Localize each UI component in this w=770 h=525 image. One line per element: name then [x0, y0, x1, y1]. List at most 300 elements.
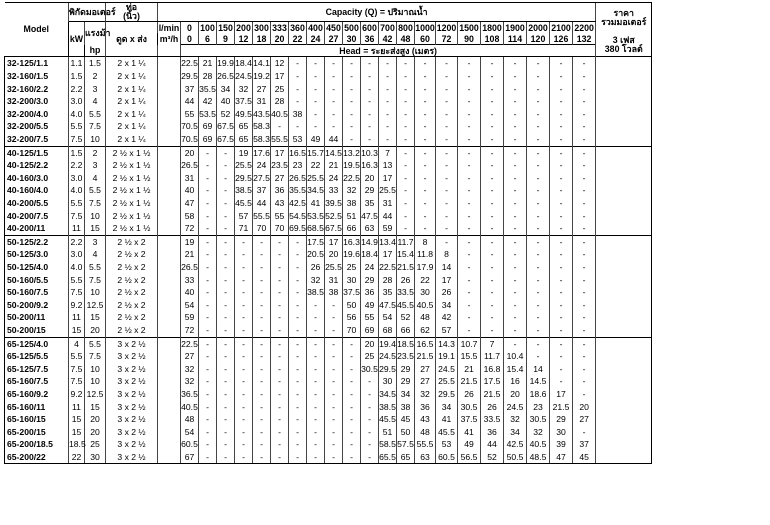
head-cell: - — [325, 350, 343, 363]
head-cell: - — [289, 286, 307, 299]
head-cell: - — [397, 159, 415, 172]
head-cell: - — [325, 299, 343, 312]
head-cell: - — [307, 70, 325, 83]
head-cell: 11.7 — [481, 350, 504, 363]
head-cell: 30.5 — [361, 363, 378, 374]
head-cell: 66 — [397, 324, 415, 337]
head-cell: - — [253, 413, 271, 426]
head-cell: - — [436, 95, 458, 108]
kw-cell: 4.0 — [69, 108, 85, 121]
head-cell: - — [199, 261, 217, 274]
head-cell: - — [415, 83, 436, 96]
hp-cell: 15 — [85, 222, 106, 235]
head-cell: - — [481, 311, 504, 324]
head-cell: 16.5 — [289, 147, 306, 158]
head-cell: - — [436, 146, 458, 159]
head-cell: - — [307, 83, 325, 96]
head-cell: - — [307, 350, 325, 363]
model-cell: 50-125/4.0 — [5, 261, 69, 274]
head-cell: 8 — [415, 235, 436, 248]
head-cell: 49 — [307, 133, 325, 146]
pipe-cell: 2 ½ x 2 — [106, 235, 158, 248]
pipe-cell: 3 x 2 ½ — [106, 426, 158, 439]
header-pipe-unit: (นิ้ว) — [123, 11, 140, 22]
head-cell: 29 — [397, 363, 415, 376]
header-pipe-sub: ดูด x ส่ง — [106, 22, 158, 57]
head-cell: 10.7 — [458, 337, 481, 350]
head-cell: - — [325, 388, 343, 401]
head-cell: 58.5 — [379, 439, 396, 450]
head-cell: - — [343, 83, 361, 96]
flow-m3h-cell: 20 — [271, 33, 289, 45]
head-cell: 55.5 — [253, 210, 270, 221]
pipe-cell: 2 ½ x 2 — [106, 311, 158, 324]
flow-lmin-cell: 1500 — [459, 22, 479, 33]
blank-cell — [158, 57, 181, 70]
head-cell: - — [325, 401, 343, 414]
kw-cell: 18.5 — [69, 439, 86, 450]
head-cell: 42.5 — [504, 438, 527, 451]
head-cell: 45 — [573, 451, 596, 464]
head-cell: - — [343, 57, 361, 70]
head-cell: - — [289, 57, 307, 70]
head-cell: 32 — [181, 375, 199, 388]
head-cell: - — [458, 299, 481, 312]
head-cell: 21.5 — [458, 375, 481, 388]
model-cell: 50-200/15 — [5, 324, 69, 337]
head-cell: 40 — [181, 286, 199, 299]
model-cell: 32-200/5.5 — [5, 120, 69, 133]
head-cell: 70.5 — [181, 133, 199, 146]
head-cell: 22 — [307, 159, 325, 172]
head-cell: - — [361, 426, 379, 439]
price-cell — [596, 172, 652, 185]
flow-m3h-cell: 12 — [235, 33, 253, 45]
head-cell: - — [573, 375, 596, 388]
kw-cell: 1.5 — [69, 146, 85, 159]
head-cell: - — [325, 311, 343, 324]
head-cell: - — [573, 197, 596, 210]
head-cell: - — [458, 133, 481, 146]
head-cell: 28 — [379, 274, 397, 287]
header-motor: พิกัดมอเตอร์ — [69, 3, 106, 22]
head-cell: - — [343, 363, 361, 376]
head-cell: 69 — [199, 120, 217, 133]
pipe-cell: 2 ½ x 2 — [106, 274, 158, 287]
flow-m3h-cell: 9 — [217, 33, 235, 45]
head-cell: - — [217, 401, 235, 414]
header-lmin: l/min — [158, 22, 180, 33]
head-cell: 42.5 — [289, 198, 306, 208]
head-cell: - — [271, 324, 289, 337]
model-cell: 32-200/4.0 — [5, 108, 69, 121]
blank-cell — [158, 133, 181, 146]
head-cell: 65 — [397, 451, 415, 464]
head-cell: 58.3 — [253, 133, 271, 146]
head-cell: - — [550, 133, 573, 146]
model-cell: 32-125/1.1 — [5, 57, 69, 70]
head-cell: - — [504, 299, 527, 312]
head-cell: - — [325, 83, 343, 96]
head-cell: 34.5 — [307, 185, 324, 196]
head-cell: - — [504, 146, 527, 159]
head-cell: - — [504, 235, 527, 248]
head-cell: 21.5 — [550, 401, 573, 414]
head-cell: 45.5 — [379, 414, 396, 425]
head-cell: - — [550, 248, 573, 261]
head-cell: 25 — [271, 83, 289, 96]
hp-cell: 3 — [85, 235, 106, 248]
head-cell: 30.5 — [527, 413, 550, 426]
head-cell: - — [271, 363, 289, 376]
hp-cell: 10 — [85, 133, 106, 146]
head-cell: - — [504, 172, 527, 185]
head-cell: - — [235, 274, 253, 287]
head-cell: 17 — [325, 235, 343, 248]
head-cell: 11.7 — [397, 236, 414, 247]
head-cell: 49 — [458, 438, 481, 451]
price-cell — [596, 222, 652, 235]
head-cell: 26 — [458, 388, 481, 401]
head-cell: - — [199, 388, 217, 401]
head-cell: 35 — [361, 197, 379, 210]
head-cell: 25.5 — [325, 261, 342, 272]
kw-cell: 5.5 — [69, 350, 85, 363]
head-cell: - — [217, 413, 235, 426]
head-cell: - — [199, 311, 217, 324]
kw-cell: 15 — [69, 324, 85, 337]
blank-cell — [158, 324, 181, 337]
price-cell — [596, 311, 652, 324]
head-cell: - — [527, 210, 550, 223]
header-hp: hp — [85, 45, 106, 57]
model-cell: 40-200/11 — [5, 222, 69, 235]
head-cell: - — [217, 248, 235, 261]
hp-cell: 5.5 — [85, 108, 106, 121]
table-row — [5, 83, 652, 96]
head-cell: - — [550, 95, 573, 108]
head-cell: 48.5 — [527, 451, 550, 464]
head-cell: - — [325, 438, 343, 451]
head-cell: - — [573, 83, 596, 96]
blank-cell — [158, 426, 181, 439]
head-cell: 65 — [235, 133, 253, 146]
head-cell: 21 — [458, 363, 481, 376]
header-kw: kW — [69, 22, 85, 57]
head-cell: 69 — [361, 324, 379, 337]
hp-cell: 3 — [85, 159, 106, 172]
head-cell: 72 — [181, 222, 199, 235]
price-cell — [596, 274, 652, 287]
head-cell: - — [481, 286, 504, 299]
head-cell: 16.8 — [481, 363, 504, 376]
head-cell: - — [199, 172, 217, 185]
flow-m3h-cell: 22 — [289, 33, 307, 45]
head-cell: 50 — [343, 299, 361, 312]
head-cell: 38 — [397, 401, 415, 414]
head-cell: - — [307, 451, 325, 464]
head-cell: - — [527, 83, 550, 96]
blank-cell — [158, 363, 181, 376]
head-cell: - — [458, 222, 481, 235]
pipe-cell: 2 ½ x 2 — [106, 261, 158, 274]
flow-lmin-cell: 400 — [308, 22, 323, 33]
head-cell: 11.8 — [415, 248, 436, 261]
head-cell: 69 — [199, 133, 217, 146]
head-cell: - — [527, 311, 550, 324]
kw-cell: 7.5 — [69, 375, 85, 388]
table-row — [5, 120, 652, 133]
model-cell: 40-160/3.0 — [5, 172, 69, 185]
hp-cell: 20 — [85, 324, 106, 337]
head-cell: - — [397, 172, 415, 185]
blank-cell — [158, 261, 181, 274]
head-cell: 15.4 — [504, 363, 527, 376]
head-cell: - — [573, 261, 596, 274]
head-cell: 53.5 — [307, 210, 324, 221]
price-cell — [596, 95, 652, 108]
head-cell: - — [235, 413, 253, 426]
head-cell: - — [235, 248, 253, 261]
head-cell: - — [199, 197, 217, 210]
price-cell — [596, 413, 652, 426]
head-cell: - — [199, 337, 217, 350]
head-cell: - — [504, 311, 527, 324]
head-cell: - — [458, 210, 481, 223]
head-cell: - — [415, 184, 436, 197]
head-cell: - — [307, 438, 325, 451]
pipe-cell: 3 x 2 ½ — [106, 451, 158, 464]
head-cell: - — [235, 388, 253, 401]
head-cell: 14.3 — [436, 337, 458, 350]
head-cell: 29 — [550, 413, 573, 426]
head-cell: 19 — [235, 146, 253, 159]
head-cell: - — [217, 426, 235, 439]
head-cell: - — [289, 337, 307, 350]
pipe-cell: 2 ½ x 1 ½ — [106, 146, 158, 159]
table-row — [5, 363, 652, 376]
head-cell: - — [361, 451, 379, 464]
kw-cell: 5.5 — [69, 120, 85, 133]
head-cell: - — [199, 274, 217, 287]
head-cell: 48 — [415, 311, 436, 324]
head-cell: 20 — [325, 248, 343, 261]
head-cell: - — [199, 324, 217, 337]
head-cell: - — [481, 108, 504, 121]
head-cell: - — [550, 197, 573, 210]
head-cell: 20 — [181, 146, 199, 159]
head-cell: - — [343, 108, 361, 121]
model-cell: 65-125/5.5 — [5, 350, 69, 363]
head-cell: 27 — [415, 375, 436, 388]
head-cell: - — [481, 274, 504, 287]
head-cell: 27.5 — [253, 172, 270, 183]
head-cell: - — [481, 248, 504, 261]
blank-cell — [158, 274, 181, 287]
flow-lmin-cell: 2100 — [551, 22, 571, 33]
model-cell: 65-125/7.5 — [5, 363, 69, 376]
head-cell: - — [199, 159, 217, 172]
head-cell: 25.5 — [307, 172, 324, 183]
blank-cell — [158, 248, 181, 261]
head-cell: - — [458, 324, 481, 337]
head-cell: - — [199, 401, 217, 414]
blank-cell — [158, 120, 181, 133]
head-cell: 62 — [415, 324, 436, 337]
head-cell: - — [379, 95, 397, 108]
head-cell: 44 — [481, 438, 504, 451]
table-row — [5, 451, 652, 464]
head-cell: - — [527, 184, 550, 197]
head-cell: - — [397, 108, 415, 121]
head-cell: - — [481, 172, 504, 185]
table-row — [5, 210, 652, 223]
hp-cell: 12.5 — [85, 388, 106, 401]
head-cell: 21 — [199, 57, 217, 70]
head-cell: - — [325, 375, 343, 388]
head-cell: - — [289, 83, 307, 96]
price-cell — [596, 261, 652, 274]
head-cell: 22.5 — [379, 261, 396, 272]
table-row — [5, 426, 652, 439]
head-cell: 50 — [397, 426, 415, 439]
head-cell: 38.5 — [235, 185, 252, 196]
head-cell: - — [325, 95, 343, 108]
head-cell: 22.5 — [181, 338, 198, 349]
head-cell: - — [550, 350, 573, 363]
head-cell: 47.5 — [361, 210, 378, 221]
price-cell — [596, 146, 652, 159]
hp-cell: 4 — [85, 95, 106, 108]
flow-lmin-cell: 450 — [326, 22, 341, 33]
head-cell: - — [415, 57, 436, 70]
head-cell: 29.5 — [379, 363, 396, 374]
head-cell: - — [253, 401, 271, 414]
head-cell: 24.5 — [436, 363, 458, 376]
header-row-1 — [5, 3, 652, 22]
blank-cell — [158, 83, 181, 96]
head-cell: 30 — [550, 426, 573, 439]
table-row — [5, 375, 652, 388]
head-cell: 22.5 — [181, 58, 198, 69]
hp-cell: 10 — [85, 210, 106, 223]
head-cell: - — [573, 286, 596, 299]
head-cell: - — [550, 235, 573, 248]
head-cell: - — [504, 133, 527, 146]
head-cell: - — [397, 70, 415, 83]
head-cell: 25 — [343, 261, 361, 274]
head-cell: - — [289, 426, 307, 439]
head-cell: - — [217, 299, 235, 312]
head-cell: 40.5 — [271, 108, 288, 119]
head-cell: - — [217, 146, 235, 159]
kw-cell: 4 — [69, 337, 85, 350]
head-cell: - — [458, 83, 481, 96]
head-cell: 34 — [436, 299, 458, 312]
blank-cell — [158, 197, 181, 210]
head-cell: - — [343, 438, 361, 451]
head-cell: 39.5 — [325, 198, 342, 208]
head-cell: - — [527, 108, 550, 121]
head-cell: - — [235, 286, 253, 299]
head-cell: - — [235, 235, 253, 248]
head-cell: 26.5 — [217, 71, 234, 82]
head-cell: 60.5 — [436, 451, 458, 464]
flow-m3h-cell: 27 — [325, 33, 343, 45]
head-cell: - — [458, 95, 481, 108]
head-cell: - — [325, 70, 343, 83]
head-cell: - — [361, 133, 379, 146]
model-cell: 65-160/9.2 — [5, 388, 69, 401]
kw-cell: 7.5 — [69, 363, 85, 376]
model-cell: 40-160/4.0 — [5, 184, 69, 197]
table-row — [5, 172, 652, 185]
head-cell: - — [217, 451, 235, 464]
head-cell: - — [379, 57, 397, 70]
head-cell: - — [550, 261, 573, 274]
hp-cell: 5.5 — [85, 337, 106, 350]
head-cell: - — [504, 95, 527, 108]
head-cell: - — [253, 235, 271, 248]
head-cell: - — [504, 337, 527, 350]
pipe-cell: 2 x 1 ¼ — [106, 70, 158, 83]
header-row-2 — [5, 22, 652, 34]
head-cell: - — [436, 159, 458, 172]
head-cell: 15.7 — [307, 147, 324, 158]
pipe-cell: 3 x 2 ½ — [106, 388, 158, 401]
head-cell: - — [361, 57, 379, 70]
flow-m3h-cell: 114 — [504, 33, 527, 45]
head-cell: - — [550, 83, 573, 96]
kw-cell: 3.0 — [69, 172, 85, 185]
head-cell: - — [199, 184, 217, 197]
head-cell: 41 — [436, 413, 458, 426]
head-cell: 33 — [181, 274, 199, 287]
head-cell: - — [217, 197, 235, 210]
flow-lmin-cell: 150 — [218, 22, 233, 33]
head-cell: 14.5 — [527, 375, 550, 388]
head-cell: 59 — [379, 222, 397, 235]
head-cell: - — [481, 261, 504, 274]
head-cell: - — [289, 95, 307, 108]
head-cell: - — [289, 350, 307, 363]
head-cell: - — [550, 375, 573, 388]
head-cell: - — [361, 438, 379, 451]
kw-cell: 11 — [69, 311, 85, 324]
flow-m3h-cell: 18 — [253, 33, 271, 45]
head-cell: 19.6 — [343, 249, 360, 260]
head-cell: 44 — [181, 95, 199, 108]
head-cell: 24.5 — [235, 71, 252, 82]
head-cell: - — [289, 438, 307, 451]
head-cell: - — [458, 146, 481, 159]
price-cell — [596, 57, 652, 70]
head-cell: - — [504, 261, 527, 274]
head-cell: - — [458, 70, 481, 83]
head-cell: - — [397, 83, 415, 96]
head-cell: 19.1 — [436, 350, 458, 363]
model-cell: 65-200/15 — [5, 426, 69, 439]
head-cell: - — [458, 197, 481, 210]
pipe-cell: 2 ½ x 1 ½ — [106, 159, 158, 172]
head-cell: 27 — [181, 350, 199, 363]
hp-cell: 15 — [85, 401, 106, 414]
head-cell: 43 — [415, 413, 436, 426]
pipe-cell: 2 x 1 ¼ — [106, 57, 158, 70]
blank-cell — [158, 95, 181, 108]
head-cell: 7 — [379, 146, 397, 159]
head-cell: - — [235, 261, 253, 274]
